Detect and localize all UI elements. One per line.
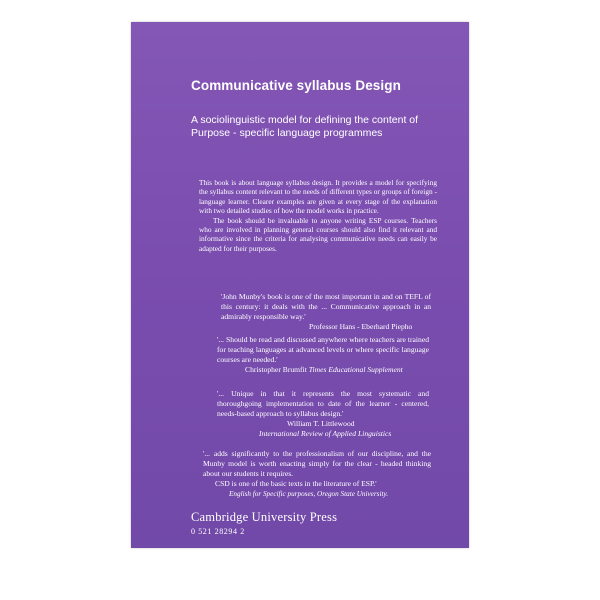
book-subtitle [191, 114, 451, 140]
quote-publication: Times Educational Supplement [308, 365, 403, 374]
quote-text: '... adds significantly to the professionalism of our discipline, and the Munby model is worth enacting simply for the clear - headed thinking about our students it requires. [203, 449, 431, 478]
book-back-cover [131, 22, 469, 548]
description-paragraph: The book should be invaluable to anyone writing ESP courses. Teachers who are involved in planning general courses should also find it relevant and informative since the criteria for analysing communicative needs can easily be adapted for their purposes. [199, 215, 437, 253]
quote-attribution: Professor Hans - Eberhard Piepho [309, 322, 413, 331]
quote-text: 'John Munby's book is one of the most important in and on TEFL of this century: it deals with the ... Communicative approach in an admirably responsible way.' [221, 292, 431, 321]
review-quote [203, 449, 431, 499]
quote-publication: International Review of Applied Linguistics [259, 429, 392, 438]
subtitle-line: Purpose - specific language programmes [191, 127, 383, 139]
book-description [199, 178, 437, 253]
quote-text: '... Unique in that it represents the most systematic and thoroughgoing implementation to date of the learner - centered, needs-based approach to syllabus design.' [217, 389, 429, 418]
review-quote [217, 335, 429, 375]
review-quote [217, 389, 429, 439]
book-title: Communicative syllabus Design [191, 78, 401, 93]
publisher-name: Cambridge University Press [191, 510, 338, 524]
quote-attribution [217, 365, 429, 375]
subtitle-line: A sociolinguistic model for defining the content of [191, 114, 419, 126]
isbn-number: 0 521 28294 2 [191, 527, 245, 536]
review-quote [221, 292, 431, 332]
quote-author: Christopher Brumfit [245, 365, 307, 374]
quote-author: William T. Littlewood [287, 419, 355, 428]
quote-extra: CSD is one of the basic texts in the literature of ESP.' [215, 479, 377, 488]
quote-text: '... Should be read and discussed anywhere where teachers are trained for teaching languages at advanced levels or where specific language courses are needed.' [217, 335, 429, 364]
quote-publication: English for Specific purposes, Oregon State University. [229, 490, 389, 498]
description-paragraph: This book is about language syllabus design. It provides a model for specifying the syllabus content relevant to the needs of different types or groups of foreign - language learner. Clearer examples are given at every stage of the explanation with two detailed studies of how the model works in practice. [199, 178, 437, 216]
